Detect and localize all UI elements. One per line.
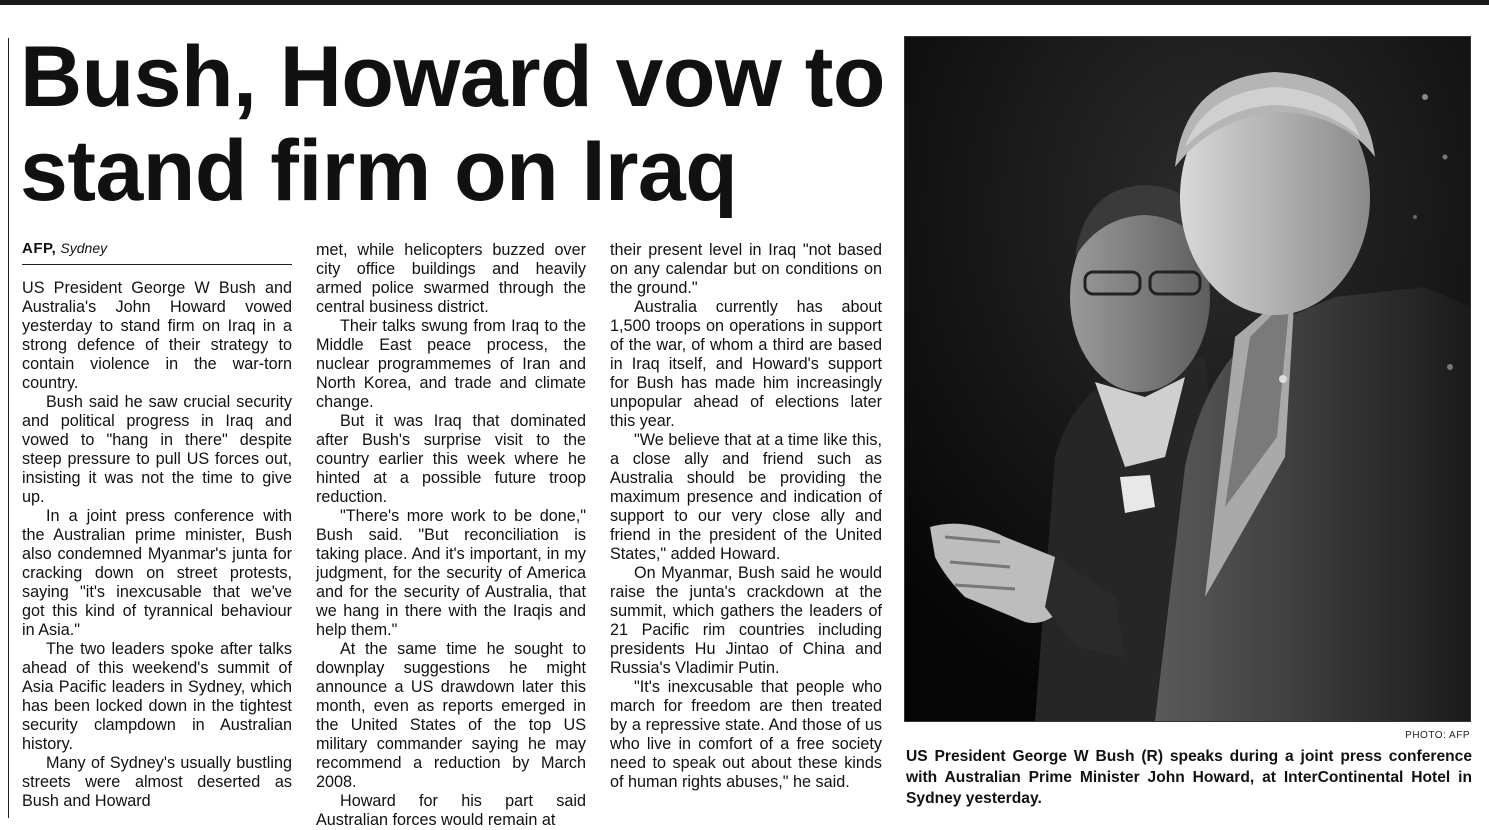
paragraph: "We believe that at a time like this, a close ally and friend such as Australia should be providing the maximum presence and indication of support to our very close ally and friend in the president of the United States," added Howard. (610, 431, 882, 563)
paragraph: The two leaders spoke after talks ahead of this weekend's summit of Asia Pacific leaders in Sydney, which has been locked down in the tightest security clampdown in Australian history. (22, 640, 292, 753)
top-rule (0, 0, 1489, 5)
news-photo (904, 36, 1471, 722)
paragraph: But it was Iraq that dominated after Bush's surprise visit to the country earlier this week where he hinted at a possible future troop reduction. (316, 412, 586, 506)
paragraph: On Myanmar, Bush said he would raise the junta's crackdown at the summit, which gathers the leaders of 21 Pacific rim countries including presidents Hu Jintao of China and Russia's Vladimir Putin. (610, 564, 882, 677)
byline (22, 240, 292, 265)
photo-caption: US President George W Bush (R) speaks during a joint press conference with Australian Prime Minister John Howard, at InterContinental Hotel in Sydney yesterday. (906, 748, 1472, 807)
paragraph: Their talks swung from Iraq to the Middle East peace process, the nuclear programmemes of Iran and North Korea, and trade and climate change. (316, 317, 586, 411)
article-column-2 (316, 241, 586, 830)
paragraph: met, while helicopters buzzed over city office buildings and heavily armed police swarmed through the central business district. (316, 241, 586, 316)
byline-place: Sydney (60, 240, 108, 256)
paragraph: their present level in Iraq "not based on any calendar but on conditions on the ground." (610, 241, 882, 297)
paragraph: Australia currently has about 1,500 troops on operations in support of the war, of whom a third are based in Iraq itself, and Howard's support for Bush has made him increasingly unpopular ahead of elections later this year. (610, 298, 882, 430)
press-conference-photo (905, 37, 1470, 721)
article-column-3 (610, 241, 882, 792)
paragraph: Many of Sydney's usually bustling streets were almost deserted as Bush and Howard (22, 754, 292, 810)
paragraph: In a joint press conference with the Australian prime minister, Bush also condemned Myanmar's junta for cracking down on street protests, saying "it's inexcusable that we've got this kind of tyrannical behaviour in Asia." (22, 507, 292, 639)
paragraph: "It's inexcusable that people who march for freedom are then treated by a repressive state. And those of us who live in comfort of a free society need to speak out about these kinds of human rights abuses," he said. (610, 678, 882, 791)
paragraph: US President George W Bush and Australia's John Howard vowed yesterday to stand firm on Iraq in a strong defence of their strategy to contain violence in the war-torn country. (22, 279, 292, 392)
photo-credit: PHOTO: AFP (1405, 730, 1470, 741)
paragraph: Bush said he saw crucial security and political progress in Iraq and vowed to "hang in there" despite steep pressure to pull US forces out, insisting it was not the time to give up. (22, 393, 292, 506)
article-column-1 (22, 279, 292, 811)
paragraph: At the same time he sought to downplay suggestions he might announce a US drawdown later this month, even as reports emerged in the United States of the top US military commander saying he may recommend a reduction by March 2008. (316, 640, 586, 791)
paragraph: Howard for his part said Australian forces would remain at (316, 792, 586, 829)
headline: Bush, Howard vow to stand firm on Iraq (20, 29, 885, 219)
column-rule (8, 38, 9, 818)
paragraph: "There's more work to be done," Bush said. "But reconciliation is taking place. And it's important, in my judgment, for the security of America and for the security of Australia, that we hang in there with the Iraqis and help them." (316, 507, 586, 639)
byline-agency: AFP, (22, 240, 57, 257)
